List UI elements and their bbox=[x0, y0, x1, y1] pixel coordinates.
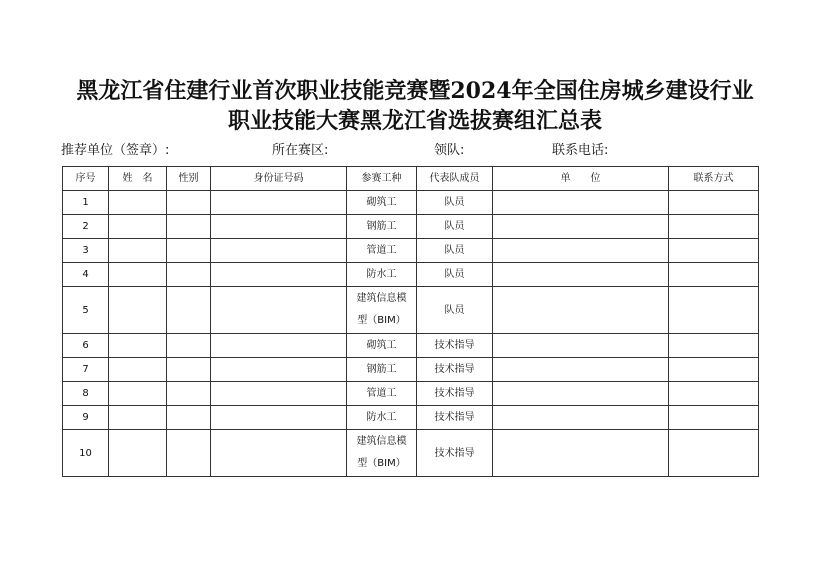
header-id-number: 身份证号码 bbox=[211, 167, 347, 191]
trade-cell bbox=[347, 430, 417, 477]
trade-cell: 钢筋工 bbox=[347, 358, 417, 382]
name-cell[interactable] bbox=[109, 382, 167, 406]
trade-cell bbox=[347, 287, 417, 334]
id-number-cell[interactable] bbox=[211, 239, 347, 263]
unit-cell[interactable] bbox=[493, 191, 669, 215]
unit-cell[interactable] bbox=[493, 382, 669, 406]
row-no: 6 bbox=[63, 334, 109, 358]
header-unit: 单 位 bbox=[493, 167, 669, 191]
trade-cell: 管道工 bbox=[347, 239, 417, 263]
role-cell: 技术指导 bbox=[417, 406, 493, 430]
role-cell: 队员 bbox=[417, 287, 493, 334]
role-cell: 队员 bbox=[417, 215, 493, 239]
table-row bbox=[63, 358, 759, 382]
document-title-line-2: 职业技能大赛黑龙江省选拔赛组汇总表 bbox=[227, 108, 602, 134]
row-no: 8 bbox=[63, 382, 109, 406]
trade-cell: 砌筑工 bbox=[347, 334, 417, 358]
row-no: 5 bbox=[63, 287, 109, 334]
header-role: 代表队成员 bbox=[417, 167, 493, 191]
name-cell[interactable] bbox=[109, 287, 167, 334]
gender-cell[interactable] bbox=[167, 287, 211, 334]
role-cell: 队员 bbox=[417, 239, 493, 263]
name-cell[interactable] bbox=[109, 406, 167, 430]
id-number-cell[interactable] bbox=[211, 406, 347, 430]
header-no: 序号 bbox=[63, 167, 109, 191]
trade-cell: 管道工 bbox=[347, 382, 417, 406]
row-no: 1 bbox=[63, 191, 109, 215]
recommending-unit-label: 推荐单位（签章）: bbox=[61, 143, 170, 158]
table-row bbox=[63, 430, 759, 477]
phone-label: 联系电话: bbox=[552, 143, 609, 158]
name-cell[interactable] bbox=[109, 430, 167, 477]
contact-cell[interactable] bbox=[669, 406, 759, 430]
table-row bbox=[63, 287, 759, 334]
document-title-line-1: 黑龙江省住建行业首次职业技能竞赛暨2024年全国住房城乡建设行业 bbox=[76, 78, 754, 104]
name-cell[interactable] bbox=[109, 239, 167, 263]
gender-cell[interactable] bbox=[167, 358, 211, 382]
contact-cell[interactable] bbox=[669, 191, 759, 215]
gender-cell[interactable] bbox=[167, 430, 211, 477]
contact-cell[interactable] bbox=[669, 358, 759, 382]
id-number-cell[interactable] bbox=[211, 263, 347, 287]
gender-cell[interactable] bbox=[167, 239, 211, 263]
table-row bbox=[63, 191, 759, 215]
role-cell: 技术指导 bbox=[417, 430, 493, 477]
gender-cell[interactable] bbox=[167, 215, 211, 239]
contact-cell[interactable] bbox=[669, 215, 759, 239]
name-cell[interactable] bbox=[109, 358, 167, 382]
id-number-cell[interactable] bbox=[211, 287, 347, 334]
row-no: 10 bbox=[63, 430, 109, 477]
leader-label: 领队: bbox=[434, 143, 465, 158]
trade-text-line-1: 建筑信息模 bbox=[356, 436, 407, 447]
row-no: 9 bbox=[63, 406, 109, 430]
region-label: 所在赛区: bbox=[272, 143, 329, 158]
unit-cell[interactable] bbox=[493, 239, 669, 263]
unit-cell[interactable] bbox=[493, 430, 669, 477]
row-no: 2 bbox=[63, 215, 109, 239]
id-number-cell[interactable] bbox=[211, 191, 347, 215]
row-no: 3 bbox=[63, 239, 109, 263]
contact-cell[interactable] bbox=[669, 263, 759, 287]
contact-cell[interactable] bbox=[669, 287, 759, 334]
contact-cell[interactable] bbox=[669, 430, 759, 477]
row-no: 7 bbox=[63, 358, 109, 382]
id-number-cell[interactable] bbox=[211, 382, 347, 406]
gender-cell[interactable] bbox=[167, 382, 211, 406]
contact-cell[interactable] bbox=[669, 239, 759, 263]
header-gender: 性别 bbox=[167, 167, 211, 191]
gender-cell[interactable] bbox=[167, 263, 211, 287]
row-no: 4 bbox=[63, 263, 109, 287]
trade-text-line-2: 型（BIM） bbox=[357, 315, 406, 326]
id-number-cell[interactable] bbox=[211, 334, 347, 358]
gender-cell[interactable] bbox=[167, 191, 211, 215]
contact-cell[interactable] bbox=[669, 382, 759, 406]
table-header-row bbox=[63, 167, 759, 191]
unit-cell[interactable] bbox=[493, 287, 669, 334]
role-cell: 技术指导 bbox=[417, 334, 493, 358]
role-cell: 技术指导 bbox=[417, 382, 493, 406]
unit-cell[interactable] bbox=[493, 334, 669, 358]
unit-cell[interactable] bbox=[493, 406, 669, 430]
table-row bbox=[63, 263, 759, 287]
name-cell[interactable] bbox=[109, 191, 167, 215]
trade-text-line-2: 型（BIM） bbox=[357, 458, 406, 469]
contact-cell[interactable] bbox=[669, 334, 759, 358]
role-cell: 队员 bbox=[417, 263, 493, 287]
name-cell[interactable] bbox=[109, 263, 167, 287]
table-row bbox=[63, 215, 759, 239]
gender-cell[interactable] bbox=[167, 334, 211, 358]
unit-cell[interactable] bbox=[493, 358, 669, 382]
name-cell[interactable] bbox=[109, 215, 167, 239]
unit-cell[interactable] bbox=[493, 263, 669, 287]
table-row bbox=[63, 382, 759, 406]
trade-cell: 防水工 bbox=[347, 263, 417, 287]
table-row bbox=[63, 334, 759, 358]
id-number-cell[interactable] bbox=[211, 358, 347, 382]
unit-cell[interactable] bbox=[493, 215, 669, 239]
id-number-cell[interactable] bbox=[211, 430, 347, 477]
trade-cell: 砌筑工 bbox=[347, 191, 417, 215]
registration-table bbox=[62, 166, 759, 477]
header-contact: 联系方式 bbox=[669, 167, 759, 191]
role-cell: 技术指导 bbox=[417, 358, 493, 382]
name-cell[interactable] bbox=[109, 334, 167, 358]
gender-cell[interactable] bbox=[167, 406, 211, 430]
trade-text-line-1: 建筑信息模 bbox=[356, 293, 407, 304]
header-name: 姓 名 bbox=[109, 167, 167, 191]
id-number-cell[interactable] bbox=[211, 215, 347, 239]
trade-cell: 钢筋工 bbox=[347, 215, 417, 239]
role-cell: 队员 bbox=[417, 191, 493, 215]
trade-cell: 防水工 bbox=[347, 406, 417, 430]
table-row bbox=[63, 406, 759, 430]
header-trade: 参赛工种 bbox=[347, 167, 417, 191]
table-row bbox=[63, 239, 759, 263]
